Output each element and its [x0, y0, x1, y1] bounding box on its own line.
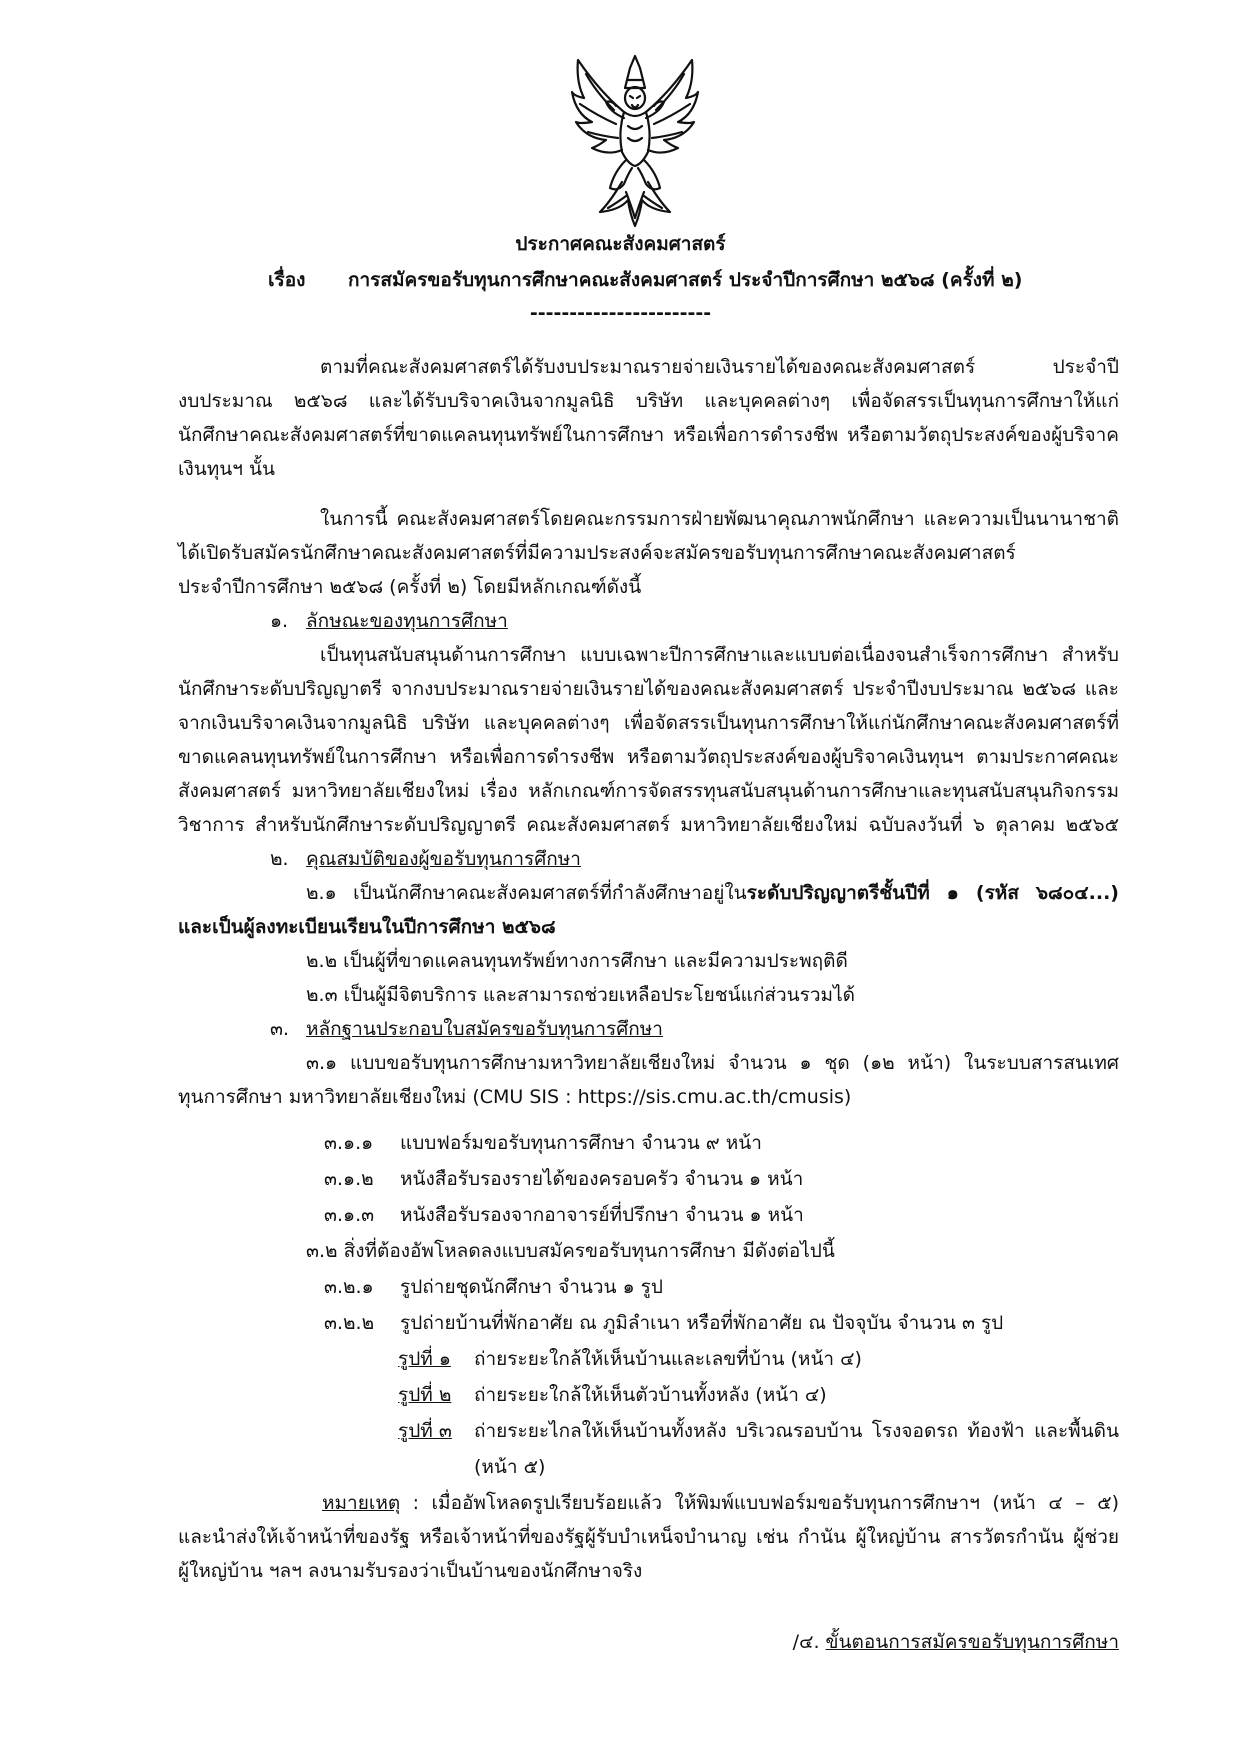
- header-divider: -----------------------: [529, 302, 712, 324]
- continuation-marker: [793, 1632, 1119, 1654]
- announcement-title: ประกาศคณะสังคมศาสตร์: [515, 233, 726, 255]
- section-3-item-2: ๓.๒ สิ่งที่ต้องอัพโหลดลงแบบสมัครขอรับทุนการศึกษา มีดังต่อไปนี้: [306, 1240, 835, 1262]
- garuda-emblem-icon: [570, 52, 700, 230]
- photo-2-label: รูปที่ ๒: [398, 1384, 452, 1406]
- continuation-prefix: /๔.: [792, 1631, 826, 1653]
- section-2-item-1: [306, 883, 1119, 905]
- item-2-1-bold: ระดับปริญญาตรีชั้นปีที่ ๑ (รหัส ๖๘๐๔...): [746, 882, 1119, 904]
- section-2-item-3: ๒.๓ เป็นผู้มีจิตบริการ และสามารถช่วยเหลือประโยชน์แก่ส่วนรวมได้: [306, 984, 855, 1006]
- section-3-heading: หลักฐานประกอบใบสมัครขอรับทุนการศึกษา: [306, 1018, 663, 1040]
- subject-text: การสมัครขอรับทุนการศึกษาคณะสังคมศาสตร์ ประจำปีการศึกษา ๒๕๖๘ (ครั้งที่ ๒): [348, 269, 1023, 291]
- item-2-1-text: ๒.๑ เป็นนักศึกษาคณะสังคมศาสตร์ที่กำลังศึกษาอยู่ใน: [306, 882, 747, 904]
- photo-1-label: รูปที่ ๑: [398, 1348, 451, 1370]
- section-1-line-5: สังคมศาสตร์ มหาวิทยาลัยเชียงใหม่ เรื่อง หลักเกณฑ์การจัดสรรทุนสนับสนุนด้านการศึกษาและทุนสนับสนุนกิจกรรม: [178, 780, 1119, 802]
- note-text: : เมื่ออัพโหลดรูปเรียบร้อยแล้ว ให้พิมพ์แบบฟอร์มขอรับทุนการศึกษาฯ (หน้า ๔ – ๕): [400, 1492, 1119, 1514]
- section-1-line-3: จากเงินบริจาคเงินจากมูลนิธิ บริษัท และบุคคลต่างๆ เพื่อจัดสรรเป็นทุนการศึกษาให้แก่นักศึกษาคณะสังคมศาสตร์ที่: [178, 712, 1119, 734]
- sub-3-2-2-number: ๓.๒.๒: [324, 1312, 375, 1334]
- section-1-heading: ลักษณะของทุนการศึกษา: [306, 610, 508, 632]
- sub-3-2-1-number: ๓.๒.๑: [324, 1276, 374, 1298]
- sub-3-1-2-text: หนังสือรับรองรายได้ของครอบครัว จำนวน ๑ หน้า: [400, 1168, 804, 1190]
- section-1-line-2: นักศึกษาระดับปริญญาตรี จากงบประมาณรายจ่ายเงินรายได้ของคณะสังคมศาสตร์ ประจำปีงบประมาณ ๒๕๖๘ และ: [178, 678, 1119, 700]
- note-line-1: [322, 1493, 1119, 1515]
- sub-3-1-2-number: ๓.๑.๒: [324, 1168, 374, 1190]
- sub-3-2-2-text: รูปถ่ายบ้านที่พักอาศัย ณ ภูมิลำเนา หรือที่พักอาศัย ณ ปัจจุบัน จำนวน ๓ รูป: [400, 1312, 1004, 1334]
- section-2-item-1-cont: และเป็นผู้ลงทะเบียนเรียนในปีการศึกษา ๒๕๖๘: [178, 916, 556, 938]
- photo-3-text: ถ่ายระยะไกลให้เห็นบ้านทั้งหลัง บริเวณรอบบ้าน โรงจอดรถ ท้องฟ้า และพื้นดิน: [474, 1420, 1119, 1442]
- photo-3-label: รูปที่ ๓: [398, 1420, 452, 1442]
- section-2-heading: คุณสมบัติของผู้ขอรับทุนการศึกษา: [306, 848, 581, 870]
- section-2-number: ๒.: [270, 848, 289, 870]
- section-1-line-6: วิชาการ สำหรับนักศึกษาระดับปริญญาตรี คณะสังคมศาสตร์ มหาวิทยาลัยเชียงใหม่ ฉบับลงวันที่ ๖ ตุลาคม ๒๕๖๕: [178, 814, 1119, 836]
- section-1-number: ๑.: [270, 610, 289, 632]
- subject-label: เรื่อง: [268, 269, 306, 291]
- photo-2-text: ถ่ายระยะใกล้ให้เห็นตัวบ้านทั้งหลัง (หน้า ๔): [474, 1384, 827, 1406]
- continuation-text: ขั้นตอนการสมัครขอรับทุนการศึกษา: [825, 1631, 1119, 1653]
- sub-3-2-1-text: รูปถ่ายชุดนักศึกษา จำนวน ๑ รูป: [400, 1276, 663, 1298]
- section-3-item-1-line-1: ๓.๑ แบบขอรับทุนการศึกษามหาวิทยาลัยเชียงใหม่ จำนวน ๑ ชุด (๑๒ หน้า) ในระบบสารสนเทศ: [306, 1052, 1119, 1074]
- paragraph-1-line-3: นักศึกษาคณะสังคมศาสตร์ที่ขาดแคลนทุนทรัพย์ในการศึกษา หรือเพื่อการดำรงชีพ หรือตามวัตถุประสงค์ของผู้บริจาค: [178, 424, 1119, 446]
- paragraph-2-line-3: ประจำปีการศึกษา ๒๕๖๘ (ครั้งที่ ๒) โดยมีหลักเกณฑ์ดังนี้: [178, 576, 642, 598]
- note-label: หมายเหตุ: [322, 1492, 401, 1514]
- note-line-3: ผู้ใหญ่บ้าน ฯลฯ ลงนามรับรองว่าเป็นบ้านของนักศึกษาจริง: [178, 1560, 643, 1582]
- note-line-2: และนำส่งให้เจ้าหน้าที่ของรัฐ หรือเจ้าหน้าที่ของรัฐผู้รับบำเหน็จบำนาญ เช่น กำนัน ผู้ใหญ่บ้าน สารวัตรกำนัน ผู้ช่วย: [178, 1526, 1119, 1548]
- photo-3-cont: (หน้า ๕): [474, 1456, 546, 1478]
- sub-3-1-1-text: แบบฟอร์มขอรับทุนการศึกษา จำนวน ๙ หน้า: [400, 1132, 762, 1154]
- section-2-item-2: ๒.๒ เป็นผู้ที่ขาดแคลนทุนทรัพย์ทางการศึกษา และมีความประพฤติดี: [306, 950, 848, 972]
- sub-3-1-3-number: ๓.๑.๓: [324, 1204, 375, 1226]
- paragraph-2-line-2: ได้เปิดรับสมัครนักศึกษาคณะสังคมศาสตร์ที่มีความประสงค์จะสมัครขอรับทุนการศึกษาคณะสังคมศาสตร์: [178, 542, 1016, 564]
- section-3-number: ๓.: [270, 1018, 290, 1040]
- paragraph-1-line-1: ตามที่คณะสังคมศาสตร์ได้รับงบประมาณรายจ่ายเงินรายได้ของคณะสังคมศาสตร์ ประจำปี: [320, 356, 1119, 378]
- paragraph-1-line-2: งบประมาณ ๒๕๖๘ และได้รับบริจาคเงินจากมูลนิธิ บริษัท และบุคคลต่างๆ เพื่อจัดสรรเป็นทุนการศึกษาให้แก่: [178, 390, 1119, 412]
- section-1-line-1: เป็นทุนสนับสนุนด้านการศึกษา แบบเฉพาะปีการศึกษาและแบบต่อเนื่องจนสำเร็จการศึกษา สำหรับ: [320, 644, 1119, 666]
- section-3-item-1-line-2: ทุนการศึกษา มหาวิทยาลัยเชียงใหม่ (CMU SIS : https://sis.cmu.ac.th/cmusis): [178, 1086, 852, 1108]
- photo-1-text: ถ่ายระยะใกล้ให้เห็นบ้านและเลขที่บ้าน (หน้า ๔): [474, 1348, 862, 1370]
- paragraph-2-line-1: ในการนี้ คณะสังคมศาสตร์โดยคณะกรรมการฝ่ายพัฒนาคุณภาพนักศึกษา และความเป็นนานาชาติ: [320, 508, 1119, 530]
- section-1-line-4: ขาดแคลนทุนทรัพย์ในการศึกษา หรือเพื่อการดำรงชีพ หรือตามวัตถุประสงค์ของผู้บริจาคเงินทุนฯ ตามประกาศคณะ: [178, 746, 1119, 768]
- sub-3-1-3-text: หนังสือรับรองจากอาจารย์ที่ปรึกษา จำนวน ๑ หน้า: [400, 1204, 804, 1226]
- sub-3-1-1-number: ๓.๑.๑: [324, 1132, 374, 1154]
- paragraph-1-line-4: เงินทุนฯ นั้น: [178, 458, 275, 480]
